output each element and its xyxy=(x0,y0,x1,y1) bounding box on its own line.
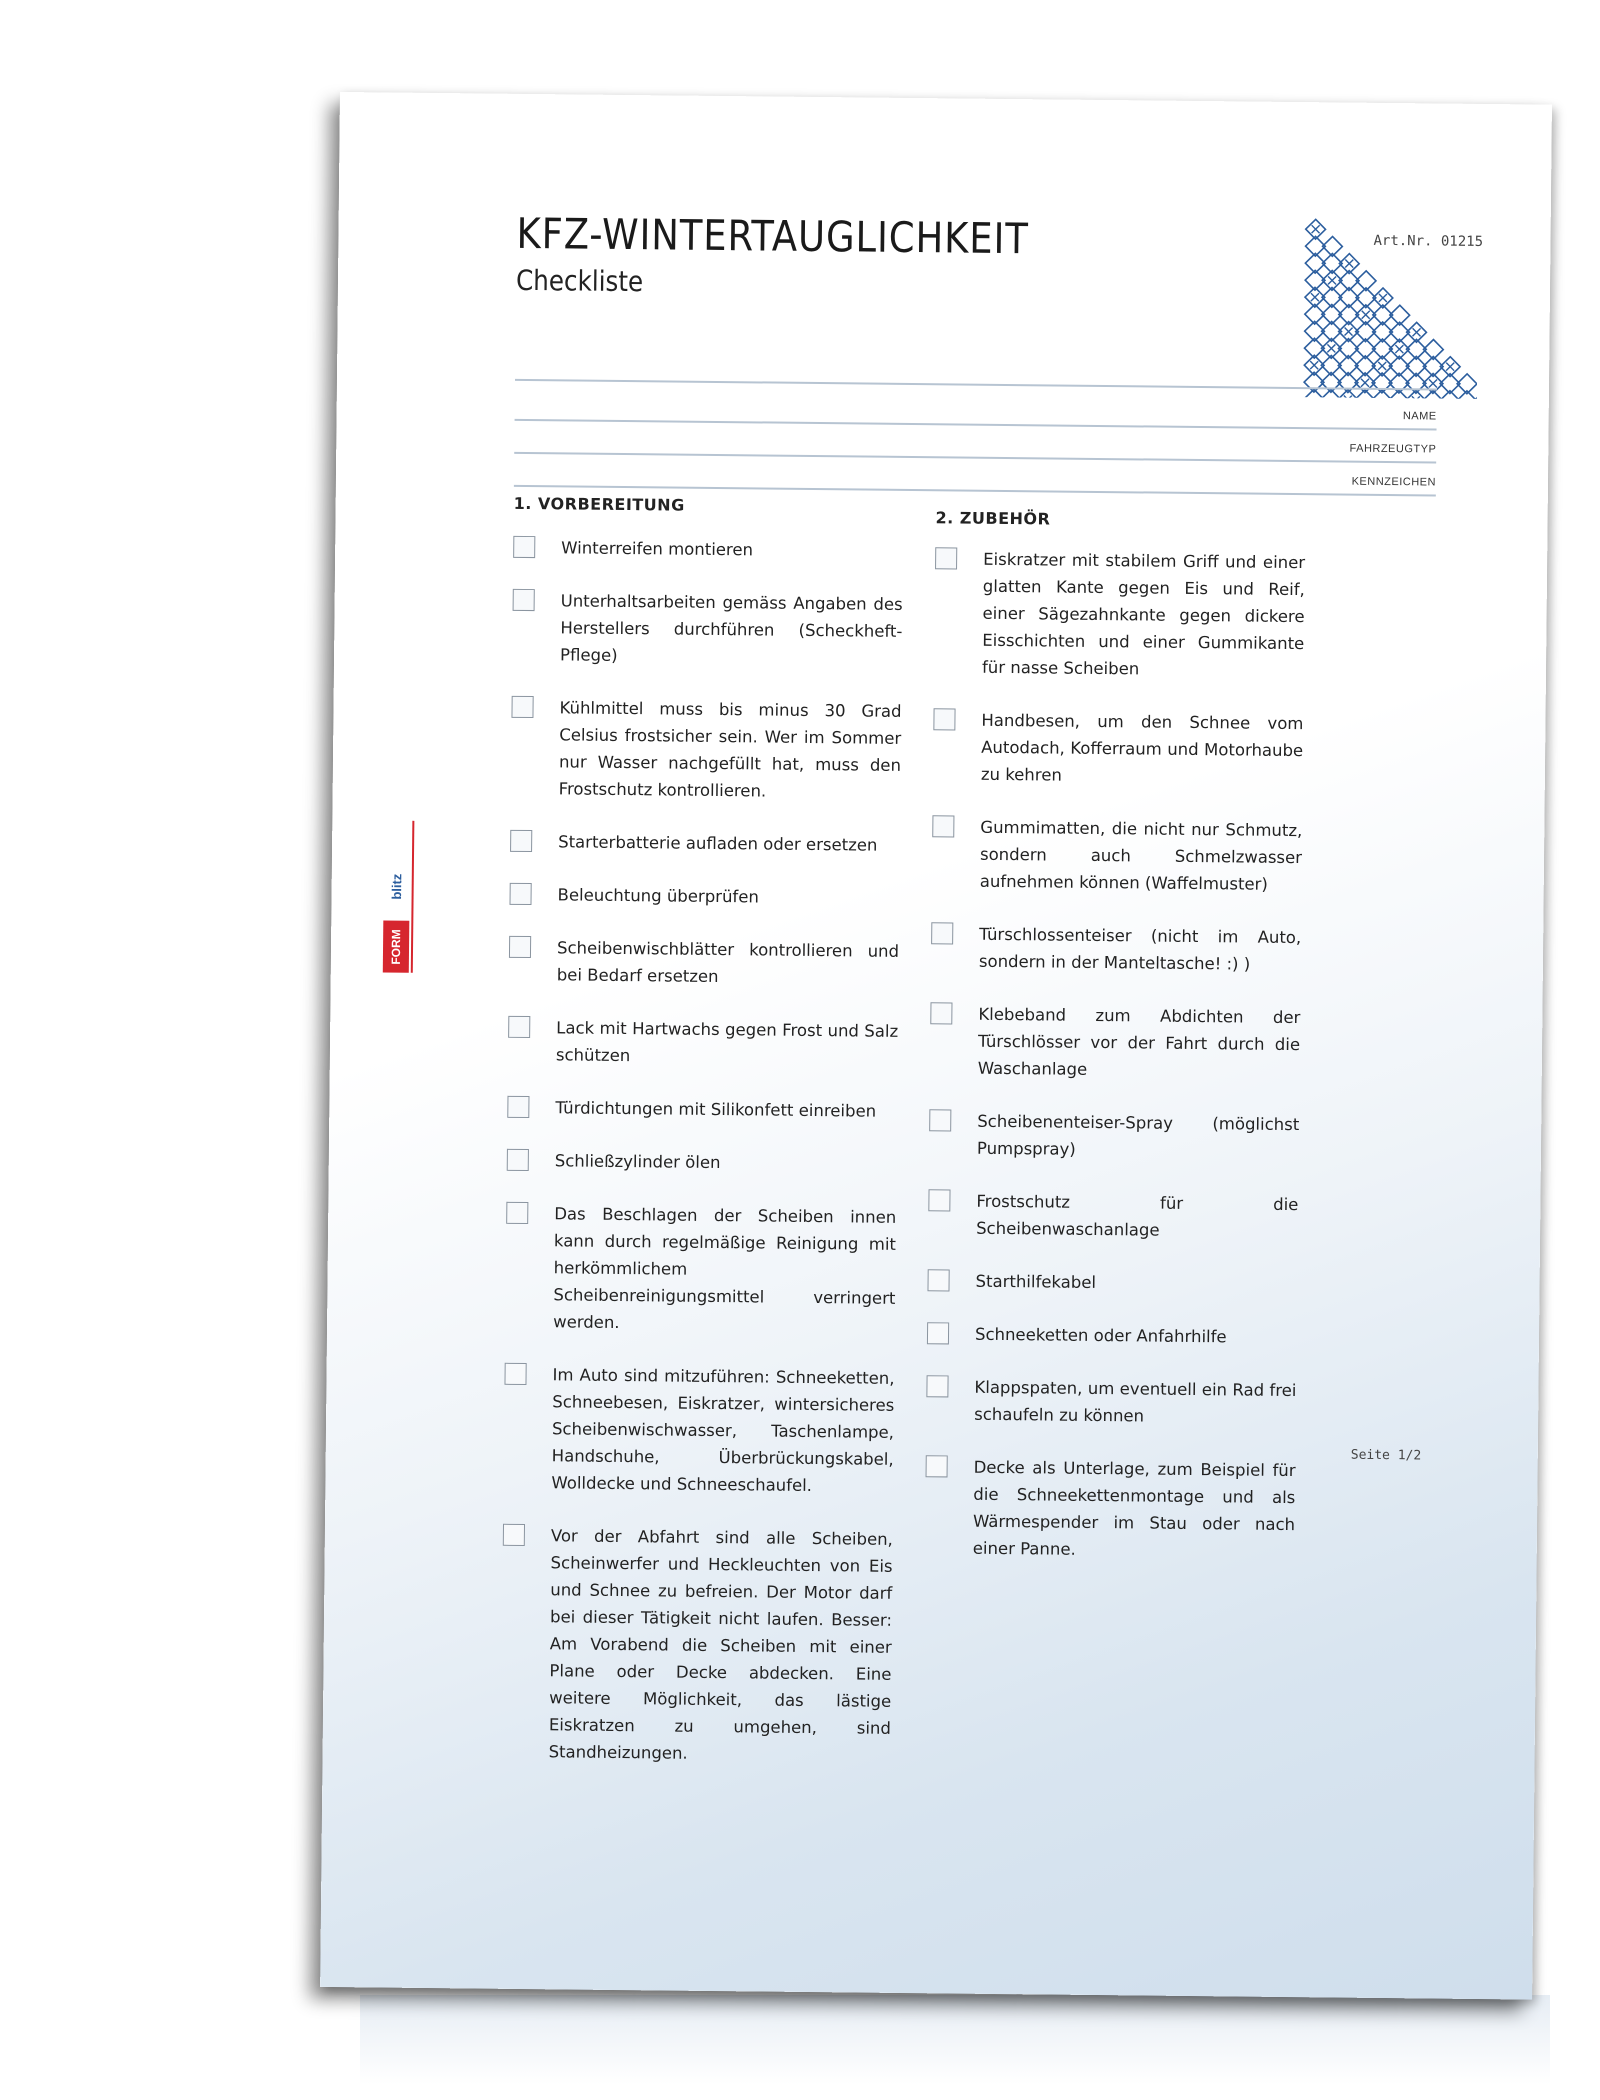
checklist-item-text: Das Beschlagen der Scheiben innen kann durch regelmäßige Reinigung mit herkömmlichem Scheibenreinigungsmittel verringert werden. xyxy=(553,1204,897,1332)
checklist-item-text: Im Auto sind mitzuführen: Schneeketten, Schneebesen, Eiskratzer, wintersicheres Scheibenwischwasser, Taschenlampe, Handschuhe, Überbrückungskabel, Wolldecke und Schneeschaufel. xyxy=(551,1365,895,1496)
checklist-item xyxy=(930,1000,1301,1085)
checklist-accessories xyxy=(924,545,1305,1591)
checklist-item-text: Decke als Unterlage, zum Beispiel für die Schneekettenmontage und als Wärmespender im Stau oder nach einer Panne. xyxy=(972,1457,1296,1559)
checklist-item-text: Starterbatterie aufladen oder ersetzen xyxy=(558,832,878,855)
checklist-item-text: Eiskratzer mit stabilem Griff und einer glatten Kante gegen Eis und Reif, einer Sägezahnkante gegen dickere Eisschichten und einer Gummikante für nasse Scheiben xyxy=(981,549,1306,679)
checkbox[interactable] xyxy=(926,1455,948,1477)
checklist-item-text: Schließzylinder ölen xyxy=(554,1151,721,1173)
license-plate-field[interactable] xyxy=(514,442,1437,497)
checklist-item xyxy=(510,828,900,859)
checkbox[interactable] xyxy=(507,1149,529,1171)
section-heading-accessories: 2. ZUBEHÖR xyxy=(935,508,1051,529)
checkbox[interactable] xyxy=(932,815,954,837)
checklist-item-text: Schneeketten oder Anfahrhilfe xyxy=(974,1324,1227,1347)
checkbox-pattern-icon xyxy=(1277,197,1479,399)
checkbox[interactable] xyxy=(931,922,953,944)
checkbox[interactable] xyxy=(503,1524,525,1546)
checklist-item xyxy=(928,1187,1299,1245)
checkbox[interactable] xyxy=(506,1202,528,1224)
checklist-item xyxy=(927,1267,1297,1298)
brand-form: FORM xyxy=(383,920,410,972)
page-reflection xyxy=(360,1995,1550,2085)
checklist-item xyxy=(931,920,1302,978)
article-number: Art.Nr. 01215 xyxy=(1373,232,1484,250)
checklist-item xyxy=(932,813,1303,898)
checklist-item xyxy=(925,1453,1296,1565)
checklist-item xyxy=(507,1094,897,1125)
checklist-item-text: Lack mit Hartwachs gegen Frost und Salz schützen xyxy=(555,1018,899,1066)
checklist-item xyxy=(926,1373,1297,1431)
checklist-item xyxy=(933,706,1304,791)
checklist-item-text: Scheibenenteiser-Spray (möglichst Pumpspray) xyxy=(976,1111,1300,1159)
checkbox[interactable] xyxy=(509,883,531,905)
checkbox[interactable] xyxy=(507,1096,529,1118)
checklist-item-text: Frostschutz für die Scheibenwaschanlage xyxy=(976,1191,1299,1240)
checklist-item-text: Klebeband zum Abdichten der Türschlösser vor der Fahrt durch die Waschanlage xyxy=(977,1004,1301,1079)
checklist-item xyxy=(509,881,899,912)
checkbox[interactable] xyxy=(504,1363,526,1385)
checklist-item-text: Unterhaltsarbeiten gemäss Angaben des Herstellers durchführen (Scheckheft-Pflege) xyxy=(560,591,903,665)
checkbox[interactable] xyxy=(933,708,955,730)
checklist-item xyxy=(505,1200,896,1339)
brand-blitz: blitz xyxy=(389,873,405,900)
checklist-item-text: Scheibenwischblätter kontrollieren und bei Bedarf ersetzen xyxy=(556,938,900,987)
name-label: NAME xyxy=(1402,410,1437,423)
checklist-item xyxy=(513,534,903,565)
checklist-item-text: Gummimatten, die nicht nur Schmutz, sondern auch Schmelzwasser aufnehmen können (Waffelmuster) xyxy=(979,817,1303,894)
document-page xyxy=(320,92,1552,2000)
checklist-item-text: Starthilfekabel xyxy=(975,1271,1097,1292)
checkbox[interactable] xyxy=(513,536,535,558)
checklist-item xyxy=(503,1361,894,1500)
checkbox[interactable] xyxy=(930,1002,952,1024)
checkbox[interactable] xyxy=(509,936,531,958)
license-plate-label: KENNZEICHEN xyxy=(1351,475,1437,489)
checkbox[interactable] xyxy=(508,1016,530,1038)
checklist-item xyxy=(507,1147,897,1178)
checklist-item-text: Winterreifen montieren xyxy=(561,538,754,560)
checkbox[interactable] xyxy=(935,547,957,569)
checklist-preparation xyxy=(500,534,903,1795)
checklist-item xyxy=(511,694,902,806)
checklist-item xyxy=(509,934,900,992)
checklist-item-text: Klappspaten, um eventuell ein Rad frei schaufeln zu können xyxy=(974,1377,1297,1426)
checkbox[interactable] xyxy=(513,589,535,611)
checklist-item xyxy=(934,545,1305,684)
checkbox[interactable] xyxy=(928,1189,950,1211)
checklist-item xyxy=(500,1522,893,1769)
checklist-item xyxy=(927,1320,1297,1351)
document-title: KFZ-WINTERTAUGLICHKEIT xyxy=(516,208,1029,264)
checklist-item xyxy=(512,587,903,672)
page-number: Seite 1/2 xyxy=(1350,1447,1422,1464)
checklist-item-text: Türschlossenteiser (nicht im Auto, sondern in der Manteltasche! :) ) xyxy=(978,924,1302,974)
checklist-item-text: Beleuchtung überprüfen xyxy=(557,885,759,907)
checkbox[interactable] xyxy=(510,830,532,852)
document-subtitle: Checkliste xyxy=(515,263,644,299)
checklist-item-text: Handbesen, um den Schnee vom Autodach, Kofferraum und Motorhaube zu kehren xyxy=(980,710,1304,785)
vehicle-type-label: FAHRZEUGTYP xyxy=(1349,442,1437,456)
checklist-item xyxy=(508,1014,899,1072)
checkbox[interactable] xyxy=(926,1375,948,1397)
brand-bar xyxy=(411,821,415,973)
checkbox[interactable] xyxy=(511,696,533,718)
checklist-item-text: Vor der Abfahrt sind alle Scheiben, Scheinwerfer und Heckleuchten von Eis und Schnee zu befreien. Der Motor darf bei dieser Tätigkeit nicht laufen. Besser: Am Vorabend die Scheiben mit einer Plane oder Decke abdecken. Eine weitere Möglichkeit, das lästige Eiskratzen zu umgehen, sind Standheizungen. xyxy=(548,1526,893,1763)
checkbox[interactable] xyxy=(927,1322,949,1344)
checkbox[interactable] xyxy=(927,1269,949,1291)
checkbox[interactable] xyxy=(929,1109,951,1131)
checklist-item-text: Kühlmittel muss bis minus 30 Grad Celsius frostsicher sein. Wer im Sommer nur Wasser nachgefüllt hat, muss den Frostschutz kontrollieren. xyxy=(558,698,902,801)
checklist-item xyxy=(929,1107,1300,1165)
checklist-item-text: Türdichtungen mit Silikonfett einreiben xyxy=(555,1098,877,1121)
section-heading-preparation: 1. VORBEREITUNG xyxy=(513,493,685,515)
formblitz-logo xyxy=(383,853,410,973)
